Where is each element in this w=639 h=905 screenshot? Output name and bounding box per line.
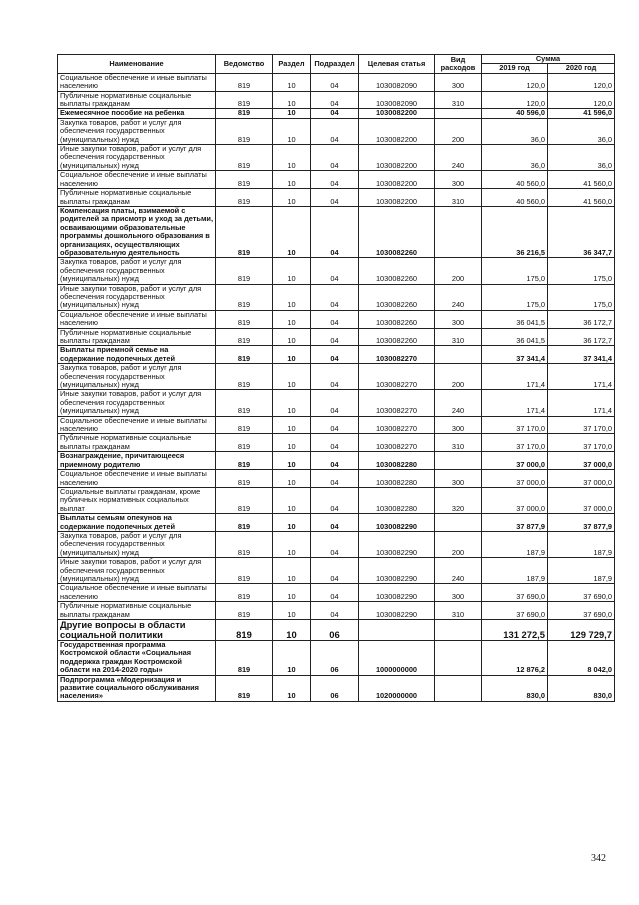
row-type xyxy=(435,675,482,701)
row-sum-2020: 175,0 xyxy=(548,258,615,284)
row-sum-2019: 175,0 xyxy=(482,258,548,284)
header-2019: 2019 год xyxy=(482,64,548,73)
row-name: Иные закупки товаров, работ и услуг для обеспечения государственных (муниципальных) нужд xyxy=(58,558,216,584)
row-type: 300 xyxy=(435,310,482,328)
row-sum-2019: 37 170,0 xyxy=(482,434,548,452)
row-name: Социальное обеспечение и иные выплаты населению xyxy=(58,584,216,602)
table-row xyxy=(58,189,615,207)
row-name: Закупка товаров, работ и услуг для обеспечения государственных (муниципальных) нужд xyxy=(58,531,216,557)
table-row xyxy=(58,390,615,416)
row-sum-2019: 36 216,5 xyxy=(482,206,548,257)
table-row xyxy=(58,558,615,584)
row-type: 300 xyxy=(435,73,482,91)
row-type xyxy=(435,452,482,470)
row-sum-2020: 36 347,7 xyxy=(548,206,615,257)
row-target: 1030082200 xyxy=(359,145,435,171)
table-row xyxy=(58,434,615,452)
row-section: 10 xyxy=(273,328,311,346)
row-dept: 819 xyxy=(216,434,273,452)
row-name: Публичные нормативные социальные выплаты гражданам xyxy=(58,328,216,346)
row-subsection: 04 xyxy=(311,328,359,346)
row-name: Закупка товаров, работ и услуг для обеспечения государственных (муниципальных) нужд xyxy=(58,364,216,390)
row-target: 1030082090 xyxy=(359,73,435,91)
row-sum-2020: 129 729,7 xyxy=(548,620,615,641)
row-section: 10 xyxy=(273,390,311,416)
row-subsection: 04 xyxy=(311,145,359,171)
table-row xyxy=(58,416,615,434)
row-sum-2020: 37 690,0 xyxy=(548,602,615,620)
row-sum-2019: 40 560,0 xyxy=(482,189,548,207)
row-subsection: 04 xyxy=(311,346,359,364)
row-sum-2020: 37 000,0 xyxy=(548,452,615,470)
row-sum-2020: 37 000,0 xyxy=(548,487,615,513)
row-section: 10 xyxy=(273,558,311,584)
row-name: Публичные нормативные социальные выплаты гражданам xyxy=(58,91,216,109)
header-sum: Сумма xyxy=(482,55,615,64)
table-row xyxy=(58,452,615,470)
row-subsection: 04 xyxy=(311,284,359,310)
row-sum-2019: 40 560,0 xyxy=(482,171,548,189)
row-target: 1030082290 xyxy=(359,602,435,620)
row-name: Иные закупки товаров, работ и услуг для обеспечения государственных (муниципальных) нужд xyxy=(58,390,216,416)
row-dept: 819 xyxy=(216,118,273,144)
header-name: Наименование xyxy=(58,55,216,74)
row-type: 300 xyxy=(435,470,482,488)
row-dept: 819 xyxy=(216,487,273,513)
table-row xyxy=(58,206,615,257)
row-sum-2019: 37 000,0 xyxy=(482,487,548,513)
row-target: 1030082200 xyxy=(359,171,435,189)
row-type: 240 xyxy=(435,284,482,310)
row-section: 10 xyxy=(273,171,311,189)
row-target: 1030082290 xyxy=(359,584,435,602)
row-sum-2020: 175,0 xyxy=(548,284,615,310)
row-dept: 819 xyxy=(216,514,273,532)
row-name: Закупка товаров, работ и услуг для обеспечения государственных (муниципальных) нужд xyxy=(58,118,216,144)
row-subsection: 04 xyxy=(311,91,359,109)
header-dept: Ведомство xyxy=(216,55,273,74)
row-sum-2020: 41 560,0 xyxy=(548,189,615,207)
row-subsection: 04 xyxy=(311,310,359,328)
row-name: Социальное обеспечение и иные выплаты населению xyxy=(58,416,216,434)
row-type: 200 xyxy=(435,364,482,390)
row-type: 300 xyxy=(435,171,482,189)
table-row xyxy=(58,284,615,310)
row-target: 1030082260 xyxy=(359,206,435,257)
row-sum-2019: 36,0 xyxy=(482,118,548,144)
row-sum-2019: 171,4 xyxy=(482,390,548,416)
row-sum-2020: 37 170,0 xyxy=(548,434,615,452)
row-name: Публичные нормативные социальные выплаты гражданам xyxy=(58,189,216,207)
row-sum-2020: 120,0 xyxy=(548,91,615,109)
row-sum-2020: 120,0 xyxy=(548,73,615,91)
row-subsection: 06 xyxy=(311,641,359,676)
row-section: 10 xyxy=(273,487,311,513)
row-type xyxy=(435,109,482,118)
row-target: 1020000000 xyxy=(359,675,435,701)
header-subsection: Подраздел xyxy=(311,55,359,74)
row-type: 310 xyxy=(435,328,482,346)
row-name: Иные закупки товаров, работ и услуг для обеспечения государственных (муниципальных) нужд xyxy=(58,145,216,171)
row-section: 10 xyxy=(273,641,311,676)
row-section: 10 xyxy=(273,416,311,434)
row-name: Ежемесячное пособие на ребенка xyxy=(58,109,216,118)
row-name: Государственная программа Костромской области «Социальная поддержка граждан Костромской области на 2014-2020 годы» xyxy=(58,641,216,676)
row-sum-2019: 36 041,5 xyxy=(482,310,548,328)
row-target: 1030082270 xyxy=(359,346,435,364)
row-subsection: 04 xyxy=(311,73,359,91)
table-row xyxy=(58,641,615,676)
table-row xyxy=(58,620,615,641)
row-type xyxy=(435,514,482,532)
row-target xyxy=(359,620,435,641)
row-name: Социальное обеспечение и иные выплаты населению xyxy=(58,310,216,328)
row-dept: 819 xyxy=(216,641,273,676)
row-sum-2019: 175,0 xyxy=(482,284,548,310)
row-section: 10 xyxy=(273,258,311,284)
row-subsection: 04 xyxy=(311,470,359,488)
row-sum-2020: 37 690,0 xyxy=(548,584,615,602)
row-dept: 819 xyxy=(216,258,273,284)
row-subsection: 04 xyxy=(311,258,359,284)
row-name: Компенсация платы, взимаемой с родителей за присмотр и уход за детьми, осваивающими образовательные программы дошкольного образования в организациях, осуществляющих образовательную деятельность xyxy=(58,206,216,257)
row-sum-2019: 187,9 xyxy=(482,558,548,584)
row-section: 10 xyxy=(273,118,311,144)
row-dept: 819 xyxy=(216,620,273,641)
row-target: 1030082280 xyxy=(359,470,435,488)
row-dept: 819 xyxy=(216,364,273,390)
row-section: 10 xyxy=(273,284,311,310)
table-header xyxy=(58,55,615,74)
row-sum-2020: 36,0 xyxy=(548,118,615,144)
row-name: Другие вопросы в области социальной политики xyxy=(58,620,216,641)
row-section: 10 xyxy=(273,145,311,171)
row-target: 1030082260 xyxy=(359,310,435,328)
row-dept: 819 xyxy=(216,346,273,364)
row-subsection: 04 xyxy=(311,434,359,452)
row-subsection: 04 xyxy=(311,558,359,584)
row-type xyxy=(435,620,482,641)
row-section: 10 xyxy=(273,364,311,390)
row-target: 1000000000 xyxy=(359,641,435,676)
row-subsection: 04 xyxy=(311,487,359,513)
row-dept: 819 xyxy=(216,675,273,701)
row-subsection: 06 xyxy=(311,620,359,641)
row-subsection: 04 xyxy=(311,531,359,557)
row-section: 10 xyxy=(273,73,311,91)
row-dept: 819 xyxy=(216,531,273,557)
row-name: Закупка товаров, работ и услуг для обеспечения государственных (муниципальных) нужд xyxy=(58,258,216,284)
row-name: Социальное обеспечение и иные выплаты населению xyxy=(58,73,216,91)
row-type: 240 xyxy=(435,145,482,171)
row-target: 1030082260 xyxy=(359,258,435,284)
table-row xyxy=(58,675,615,701)
row-section: 10 xyxy=(273,452,311,470)
row-name: Социальное обеспечение и иные выплаты населению xyxy=(58,171,216,189)
header-type: Вид расходов xyxy=(435,55,482,74)
row-sum-2019: 36,0 xyxy=(482,145,548,171)
row-section: 10 xyxy=(273,109,311,118)
table-row xyxy=(58,487,615,513)
row-type: 240 xyxy=(435,558,482,584)
row-target: 1030082200 xyxy=(359,118,435,144)
row-sum-2019: 37 690,0 xyxy=(482,602,548,620)
table-body xyxy=(58,73,615,701)
row-sum-2019: 120,0 xyxy=(482,73,548,91)
row-section: 10 xyxy=(273,91,311,109)
header-2020: 2020 год xyxy=(548,64,615,73)
row-sum-2020: 36 172,7 xyxy=(548,310,615,328)
row-dept: 819 xyxy=(216,206,273,257)
row-type: 300 xyxy=(435,416,482,434)
row-type: 320 xyxy=(435,487,482,513)
row-dept: 819 xyxy=(216,584,273,602)
row-sum-2020: 37 341,4 xyxy=(548,346,615,364)
table-row xyxy=(58,73,615,91)
table-row xyxy=(58,145,615,171)
row-sum-2019: 40 596,0 xyxy=(482,109,548,118)
row-dept: 819 xyxy=(216,328,273,346)
row-dept: 819 xyxy=(216,310,273,328)
table-row xyxy=(58,602,615,620)
row-sum-2020: 41 560,0 xyxy=(548,171,615,189)
row-type: 300 xyxy=(435,584,482,602)
row-dept: 819 xyxy=(216,416,273,434)
row-dept: 819 xyxy=(216,189,273,207)
row-type: 200 xyxy=(435,258,482,284)
row-target: 1030082090 xyxy=(359,91,435,109)
table-row xyxy=(58,310,615,328)
row-target: 1030082290 xyxy=(359,558,435,584)
row-target: 1030082290 xyxy=(359,514,435,532)
row-sum-2020: 8 042,0 xyxy=(548,641,615,676)
row-target: 1030082260 xyxy=(359,284,435,310)
row-sum-2019: 37 877,9 xyxy=(482,514,548,532)
row-type: 310 xyxy=(435,602,482,620)
row-type: 200 xyxy=(435,118,482,144)
row-section: 10 xyxy=(273,620,311,641)
row-subsection: 04 xyxy=(311,514,359,532)
row-sum-2020: 37 170,0 xyxy=(548,416,615,434)
row-subsection: 04 xyxy=(311,602,359,620)
table-row xyxy=(58,171,615,189)
row-dept: 819 xyxy=(216,452,273,470)
row-sum-2020: 171,4 xyxy=(548,364,615,390)
row-sum-2020: 36,0 xyxy=(548,145,615,171)
table-row xyxy=(58,584,615,602)
budget-table xyxy=(57,54,615,702)
row-sum-2019: 37 000,0 xyxy=(482,470,548,488)
row-dept: 819 xyxy=(216,109,273,118)
header-target: Целевая статья xyxy=(359,55,435,74)
row-sum-2019: 171,4 xyxy=(482,364,548,390)
row-target: 1030082290 xyxy=(359,531,435,557)
row-section: 10 xyxy=(273,602,311,620)
row-subsection: 04 xyxy=(311,206,359,257)
row-section: 10 xyxy=(273,470,311,488)
row-section: 10 xyxy=(273,189,311,207)
row-sum-2020: 41 596,0 xyxy=(548,109,615,118)
row-name: Публичные нормативные социальные выплаты гражданам xyxy=(58,434,216,452)
row-type xyxy=(435,206,482,257)
row-type: 310 xyxy=(435,434,482,452)
row-name: Иные закупки товаров, работ и услуг для обеспечения государственных (муниципальных) нужд xyxy=(58,284,216,310)
table-row xyxy=(58,109,615,118)
row-sum-2019: 37 690,0 xyxy=(482,584,548,602)
row-sum-2019: 120,0 xyxy=(482,91,548,109)
row-subsection: 04 xyxy=(311,171,359,189)
row-name: Вознаграждение, причитающееся приемному родителю xyxy=(58,452,216,470)
row-target: 1030082260 xyxy=(359,328,435,346)
row-target: 1030082200 xyxy=(359,189,435,207)
row-section: 10 xyxy=(273,206,311,257)
row-sum-2020: 830,0 xyxy=(548,675,615,701)
row-section: 10 xyxy=(273,531,311,557)
row-section: 10 xyxy=(273,310,311,328)
row-subsection: 04 xyxy=(311,416,359,434)
row-sum-2019: 37 341,4 xyxy=(482,346,548,364)
row-dept: 819 xyxy=(216,73,273,91)
row-sum-2020: 36 172,7 xyxy=(548,328,615,346)
page-number: 342 xyxy=(591,853,606,864)
row-sum-2020: 37 877,9 xyxy=(548,514,615,532)
table-row xyxy=(58,91,615,109)
row-sum-2020: 37 000,0 xyxy=(548,470,615,488)
row-name: Социальное обеспечение и иные выплаты населению xyxy=(58,470,216,488)
row-target: 1030082200 xyxy=(359,109,435,118)
table-row xyxy=(58,514,615,532)
row-target: 1030082270 xyxy=(359,390,435,416)
row-sum-2019: 830,0 xyxy=(482,675,548,701)
row-dept: 819 xyxy=(216,284,273,310)
row-name: Выплаты семьям опекунов на содержание подопечных детей xyxy=(58,514,216,532)
row-name: Социальные выплаты гражданам, кроме публичных нормативных социальных выплат xyxy=(58,487,216,513)
table-row xyxy=(58,328,615,346)
row-subsection: 06 xyxy=(311,675,359,701)
row-dept: 819 xyxy=(216,171,273,189)
row-type: 310 xyxy=(435,91,482,109)
row-target: 1030082280 xyxy=(359,452,435,470)
table-row xyxy=(58,470,615,488)
row-name: Публичные нормативные социальные выплаты гражданам xyxy=(58,602,216,620)
row-subsection: 04 xyxy=(311,584,359,602)
table-row xyxy=(58,118,615,144)
row-subsection: 04 xyxy=(311,390,359,416)
row-sum-2019: 187,9 xyxy=(482,531,548,557)
row-section: 10 xyxy=(273,584,311,602)
table-row xyxy=(58,531,615,557)
row-type xyxy=(435,641,482,676)
row-sum-2020: 187,9 xyxy=(548,558,615,584)
row-target: 1030082270 xyxy=(359,416,435,434)
row-sum-2020: 187,9 xyxy=(548,531,615,557)
row-target: 1030082280 xyxy=(359,487,435,513)
row-target: 1030082270 xyxy=(359,364,435,390)
row-dept: 819 xyxy=(216,390,273,416)
row-sum-2020: 171,4 xyxy=(548,390,615,416)
row-type xyxy=(435,346,482,364)
row-subsection: 04 xyxy=(311,118,359,144)
row-type: 200 xyxy=(435,531,482,557)
row-sum-2019: 37 170,0 xyxy=(482,416,548,434)
row-dept: 819 xyxy=(216,558,273,584)
table-row xyxy=(58,258,615,284)
row-dept: 819 xyxy=(216,91,273,109)
row-name: Подпрограмма «Модернизация и развитие социального обслуживания населения» xyxy=(58,675,216,701)
row-section: 10 xyxy=(273,675,311,701)
table-row xyxy=(58,346,615,364)
row-dept: 819 xyxy=(216,145,273,171)
header-section: Раздел xyxy=(273,55,311,74)
table-row xyxy=(58,364,615,390)
row-section: 10 xyxy=(273,514,311,532)
row-type: 240 xyxy=(435,390,482,416)
row-section: 10 xyxy=(273,434,311,452)
row-sum-2019: 37 000,0 xyxy=(482,452,548,470)
row-target: 1030082270 xyxy=(359,434,435,452)
row-sum-2019: 12 876,2 xyxy=(482,641,548,676)
row-name: Выплаты приемной семье на содержание подопечных детей xyxy=(58,346,216,364)
row-subsection: 04 xyxy=(311,189,359,207)
row-sum-2019: 36 041,5 xyxy=(482,328,548,346)
row-subsection: 04 xyxy=(311,364,359,390)
row-sum-2019: 131 272,5 xyxy=(482,620,548,641)
row-subsection: 04 xyxy=(311,452,359,470)
row-dept: 819 xyxy=(216,470,273,488)
row-type: 310 xyxy=(435,189,482,207)
row-dept: 819 xyxy=(216,602,273,620)
row-section: 10 xyxy=(273,346,311,364)
row-subsection: 04 xyxy=(311,109,359,118)
